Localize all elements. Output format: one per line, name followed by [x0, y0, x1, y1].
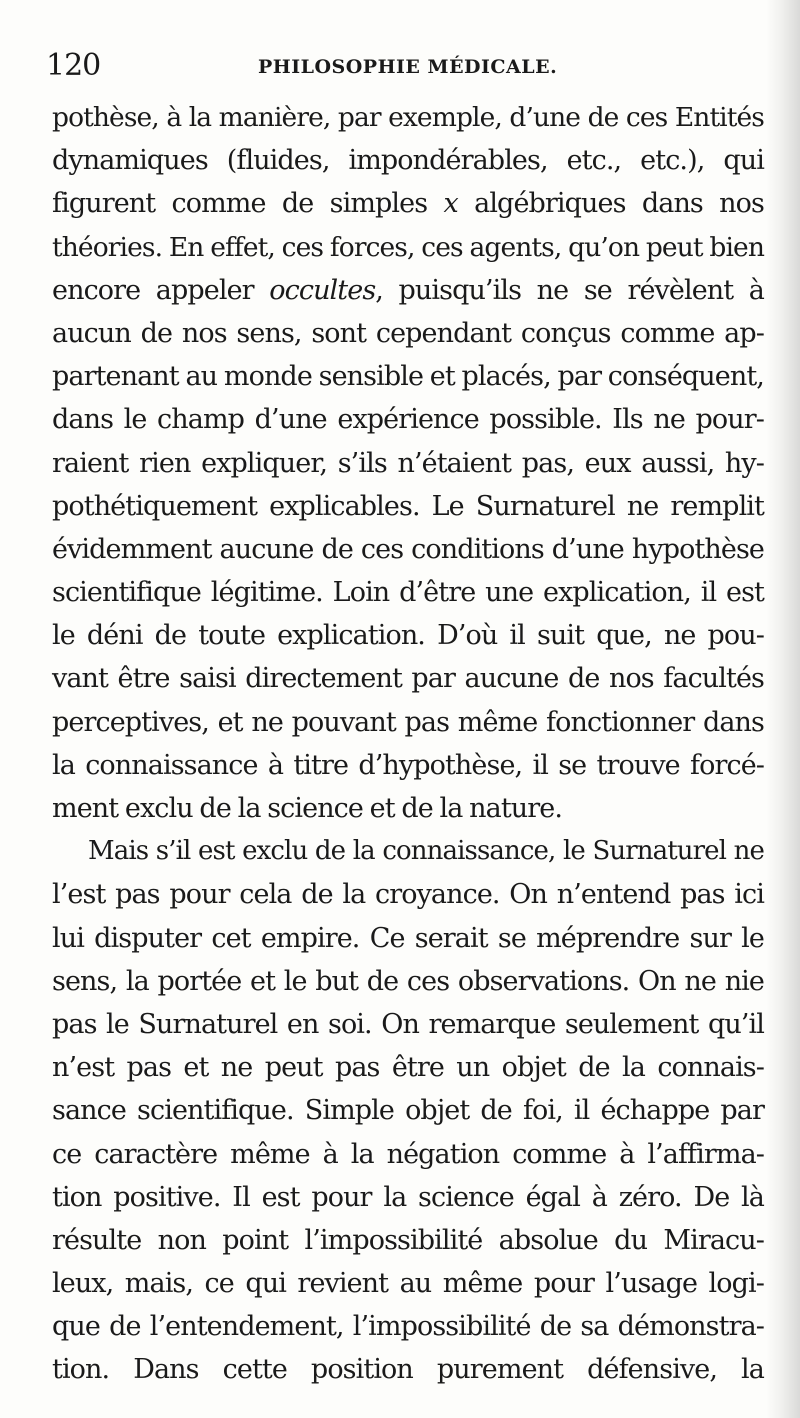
text-line: vant être saisi directement par aucune de nos facultés: [52, 663, 764, 695]
text-line: encore appeler occultes, puisqu’ils ne se révèlent à: [52, 274, 764, 306]
text-line: aucun de nos sens, sont cependant conçus comme ap-: [52, 317, 764, 349]
running-title: PHILOSOPHIE MÉDICALE.: [258, 56, 558, 78]
text-line: leux, mais, ce qui revient au même pour l’usage logi-: [52, 1268, 764, 1300]
text-line: évidemment aucune de ces conditions d’une hypothèse: [52, 533, 764, 565]
text-line: la connaissance à titre d’hypothèse, il se trouve forcé-: [52, 749, 764, 781]
text-line: sance scientifique. Simple objet de foi, il échappe par: [52, 1095, 764, 1127]
text-line: théories. En effet, ces forces, ces agents, qu’on peut bien: [52, 231, 764, 263]
text-line: raient rien expliquer, s’ils n’étaient pas, eux aussi, hy-: [52, 447, 764, 479]
text-line: pothèse, à la manière, par exemple, d’une de ces Entités: [52, 102, 764, 133]
text-line: le déni de toute explication. D’où il suit que, ne pou-: [52, 620, 764, 652]
page-number: 120: [46, 48, 101, 83]
text-line: tion positive. Il est pour la science égal à zéro. De là: [52, 1181, 764, 1213]
body-text: [52, 96, 764, 1392]
text-line: pas le Surnaturel en soi. On remarque seulement qu’il: [52, 1008, 764, 1040]
text-line: scientifique légitime. Loin d’être une explication, il est: [52, 577, 764, 609]
paragraph-end-line: ment exclu de la science et de la nature.: [52, 793, 563, 824]
text-line: tion. Dans cette position purement défensive, la: [52, 1354, 764, 1386]
page-edge-shadow: [766, 0, 800, 1418]
text-line: sens, la portée et le but de ces observations. On ne nie: [52, 965, 764, 997]
text-line: résulte non point l’impossibilité absolue du Miracu-: [52, 1224, 764, 1256]
text-line: lui disputer cet empire. Ce serait se méprendre sur le: [52, 922, 764, 954]
text-line: dynamiques (fluides, impondérables, etc., etc.), qui: [52, 145, 764, 177]
text-line: figurent comme de simples x algébriques dans nos: [52, 188, 764, 220]
page-header: [46, 48, 586, 84]
text-line: que de l’entendement, l’impossibilité de sa démonstra-: [52, 1311, 764, 1343]
text-line: ce caractère même à la négation comme à l’affirma-: [52, 1138, 764, 1170]
text-line: partenant au monde sensible et placés, par conséquent,: [52, 361, 764, 393]
text-line: pothétiquement explicables. Le Surnaturel ne remplit: [52, 490, 764, 522]
paragraph-start-line: Mais s’il est exclu de la connaissance, le Surnaturel ne: [88, 836, 764, 867]
text-line: perceptives, et ne pouvant pas même fonctionner dans: [52, 706, 764, 738]
text-line: dans le champ d’une expérience possible. Ils ne pour-: [52, 404, 764, 436]
text-line: l’est pas pour cela de la croyance. On n’entend pas ici: [52, 879, 764, 911]
text-line: n’est pas et ne peut pas être un objet de la connais-: [52, 1052, 764, 1084]
